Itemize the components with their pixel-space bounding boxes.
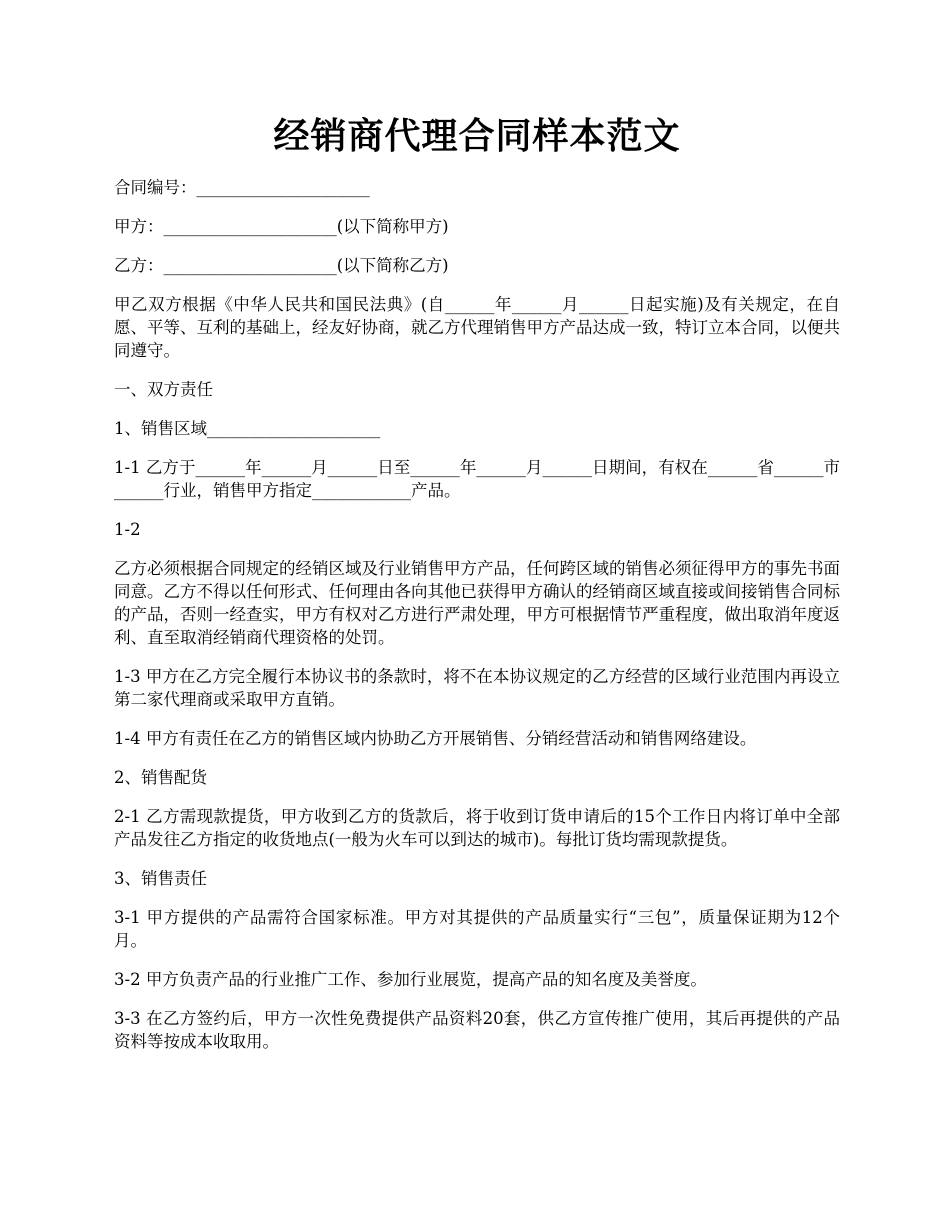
- party-a: 甲方：_____________________(以下简称甲方): [114, 217, 449, 236]
- clause-3-2: 3-2 甲方负责产品的行业推广工作、参加行业展览，提高产品的知名度及美誉度。: [114, 970, 707, 989]
- clause-1-4: 1-4 甲方有责任在乙方的销售区域内协助乙方开展销售、分销经营活动和销售网络建设。: [114, 729, 757, 748]
- clause-2-sales-distribution: 2、销售配货: [114, 768, 207, 787]
- clause-3-sales-responsibility: 3、销售责任: [114, 869, 207, 888]
- clause-3-3: 3-3 在乙方签约后，甲方一次性免费提供产品资料20套，供乙方宣传推广使用，其后再提供的产品资料等按成本收取用。: [114, 1009, 840, 1051]
- party-b: 乙方：_____________________(以下简称乙方): [114, 256, 449, 275]
- clause-1-1: 1-1 乙方于______年______月______日至______年______月______日期间，有权在______省______市______行业，销售甲方指定____________产品。: [114, 458, 840, 500]
- clause-1-2-body: 乙方必须根据合同规定的经销区域及行业销售甲方产品，任何跨区域的销售必须征得甲方的事先书面同意。乙方不得以任何形式、任何理由各向其他已获得甲方确认的经销商区域直接或间接销售合同标的产品，否则一经查实，甲方有权对乙方进行严肃处理，甲方可根据情节严重程度，做出取消年度返利、直至取消经销商代理资格的处罚。: [114, 559, 840, 647]
- document-title: 经销商代理合同样本范文: [273, 115, 681, 157]
- document-page: [114, 108, 840, 1069]
- preamble: 甲乙双方根据《中华人民共和国民法典》(自______年______月______日起实施)及有关规定，在自愿、平等、互利的基础上，经友好协商，就乙方代理销售甲方产品达成一致，特订立本合同，以便共同遵守。: [114, 295, 840, 360]
- clause-1-sales-area: 1、销售区域_____________________: [114, 419, 381, 438]
- clause-1-2-label: 1-2: [114, 520, 141, 539]
- section-heading-responsibilities: 一、双方责任: [114, 380, 213, 399]
- clause-1-3: 1-3 甲方在乙方完全履行本协议书的条款时，将不在本协议规定的乙方经营的区域行业范围内再设立第二家代理商或采取甲方直销。: [114, 667, 840, 709]
- contract-number: 合同编号：_____________________: [114, 178, 370, 197]
- clause-3-1: 3-1 甲方提供的产品需符合国家标准。甲方对其提供的产品质量实行“三包”，质量保证期为12个月。: [114, 908, 840, 950]
- clause-2-1: 2-1 乙方需现款提货，甲方收到乙方的货款后，将于收到订货申请后的15个工作日内将订单中全部产品发往乙方指定的收货地点(一般为火车可以到达的城市)。每批订货均需现款提货。: [114, 807, 840, 849]
